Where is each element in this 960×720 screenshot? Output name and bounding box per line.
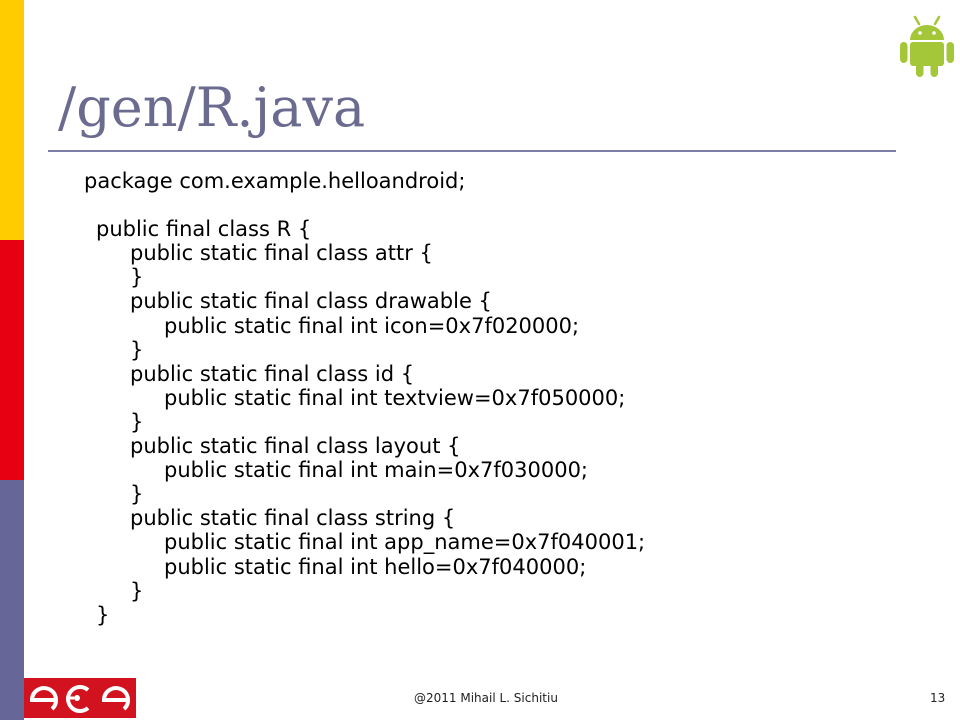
code-block: [84, 169, 645, 627]
code-line: public static final class layout {: [130, 434, 461, 459]
footer-credit: @2011 Mihail L. Sichitiu: [414, 691, 558, 705]
accent-bar-yellow: [0, 0, 24, 240]
code-line: public static final int app_name=0x7f040001;: [164, 530, 646, 555]
accent-bar-blue: [0, 480, 24, 720]
code-line: public static final class string {: [130, 506, 456, 531]
slide-title: /gen/R.java: [58, 76, 366, 139]
ece-logo-icon: [24, 678, 136, 718]
code-line: public static final int hello=0x7f040000;: [164, 554, 587, 579]
code-line: public static final int icon=0x7f020000;: [164, 313, 580, 338]
android-logo-icon: [898, 14, 956, 78]
code-line: public static final int textview=0x7f050000;: [164, 385, 626, 410]
code-line: }: [96, 602, 110, 627]
code-line: }: [130, 482, 144, 507]
code-line: }: [130, 337, 144, 362]
title-underline: [48, 150, 896, 152]
code-line: public static final class id {: [130, 361, 415, 386]
code-line: package com.example.helloandroid;: [84, 169, 466, 193]
code-line: [84, 193, 645, 217]
code-line: public static final class attr {: [130, 241, 433, 266]
code-line: public final class R {: [96, 217, 312, 242]
accent-bar-red: [0, 240, 24, 480]
code-line: }: [130, 578, 144, 603]
code-line: public static final int main=0x7f030000;: [164, 458, 589, 483]
code-line: }: [130, 265, 144, 290]
page-number: 13: [930, 691, 946, 705]
code-line: }: [130, 409, 144, 434]
code-line: public static final class drawable {: [130, 289, 492, 314]
